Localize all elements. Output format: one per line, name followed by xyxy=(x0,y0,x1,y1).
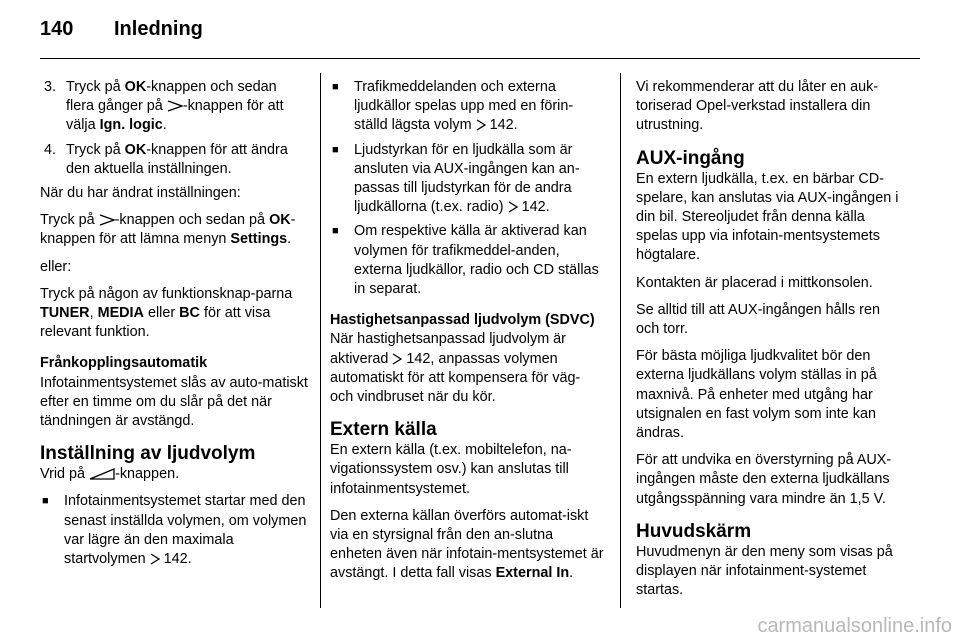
text: -knappen. xyxy=(115,466,180,483)
page-reference-icon xyxy=(392,353,402,365)
step-text: Tryck på xyxy=(66,79,125,95)
column-2 xyxy=(330,78,606,592)
paragraph: När du har ändrat inställningen: xyxy=(40,185,241,202)
paragraph xyxy=(40,465,308,484)
text: 142, anpassas volymen automatiskt för att kompensera för väg- och vindbruset när du kör. xyxy=(330,350,581,406)
column-divider-1 xyxy=(320,73,321,608)
page-reference-icon xyxy=(508,201,518,213)
bullet-text: Infotainmentsystemet startar med den senast inställda volymen, om volymen var lägre än den maximala startvolymen xyxy=(64,493,307,568)
paragraph: Se alltid till att AUX-ingången hålls ren och torr. xyxy=(636,301,880,338)
page-reference: 142. xyxy=(163,551,192,568)
text: -knappen för att lämna menyn xyxy=(40,212,296,248)
page-reference: 142. xyxy=(489,117,518,134)
paragraph: Kontakten är placerad i mittkonsolen. xyxy=(636,274,873,291)
volume-wedge-icon xyxy=(89,468,115,480)
watermark: carmanualsonline.info xyxy=(757,614,952,637)
text: för att visa relevant funktion. xyxy=(40,305,271,341)
text: Tryck på någon av funktionsknap-parna xyxy=(40,285,293,302)
page-number: 140 xyxy=(40,18,74,40)
forward-triangle-icon xyxy=(167,100,183,112)
paragraph: eller: xyxy=(40,258,72,275)
menu-option-label: Ign. logic xyxy=(99,117,163,134)
paragraph: Infotainmentsystemet slås av auto-matiskt efter en timme om du slår på det när tändningen är avstängd. xyxy=(40,374,308,430)
paragraph: För bästa möjliga ljudkvalitet bör den externa ljudkällans volym ställas in på maxnivå. På enheter med utgång har utsignalen en fast volym som inte kan ändras. xyxy=(636,348,877,442)
step-number: 3. xyxy=(44,79,57,95)
paragraph: Vi rekommenderar att du låter en auk-toriserad Opel-verkstad installera din utrustning. xyxy=(636,79,879,134)
subheading: Frånkopplingsautomatik xyxy=(40,355,208,372)
paragraph xyxy=(330,507,606,584)
text: Tryck på xyxy=(40,212,99,229)
step-4 xyxy=(40,141,308,179)
page-reference: 142. xyxy=(521,199,550,216)
ok-key-label: OK xyxy=(124,79,147,95)
text: -knappen och sedan på xyxy=(114,212,270,229)
page-reference-icon xyxy=(476,119,486,131)
text: Den externa källan överförs automat-iskt via en styrsignal från den an-slutna enheten även när infotain-mentsystemet är avstängt. I detta fall visas xyxy=(330,507,604,582)
step-text: -knappen och sedan flera gånger på xyxy=(66,79,277,115)
subheading: Hastighetsanpassad ljudvolym (SDVC) xyxy=(330,312,595,329)
text: eller xyxy=(143,305,180,322)
step-text: . xyxy=(162,117,167,134)
bullet-item xyxy=(330,222,606,299)
text: . xyxy=(569,565,574,582)
menu-label: Settings xyxy=(230,231,288,248)
heading: Inställning av ljudvolym xyxy=(40,443,256,465)
paragraph: En extern ljudkälla, t.ex. en bärbar CD-spelare, kan anslutas via AUX-ingången i din bil. Stereoljudet från denna källa spelas upp via infotain-mentsystemets högtalare. xyxy=(636,170,899,264)
paragraph xyxy=(40,211,308,249)
bullet-text: Ljudstyrkan för en ljudkälla som är ansluten via AUX-ingången kan an-passas till ljudstyrkan för de andra ljudkällorna (t.ex. radio) xyxy=(354,141,580,216)
column-divider-2 xyxy=(620,73,621,608)
paragraph: För att undvika en överstyrning på AUX-ingången måste den externa ljudkällans utgångsspänning vara mindre än 1,5 V. xyxy=(636,452,892,507)
bullet-marker: ■ xyxy=(42,495,49,508)
bullet-marker: ■ xyxy=(332,225,339,238)
bullet-text: Om respektive källa är aktiverad kan volymen för trafikmeddel-anden, externa ljudkällor, radio och CD ställas in separat. xyxy=(354,223,599,298)
tuner-key-label: TUNER xyxy=(40,305,90,322)
header-divider xyxy=(40,58,920,59)
bullet-text: Trafikmeddelanden och externa ljudkällor spelas upp med en förin-ställd lägsta volym xyxy=(354,79,574,134)
heading: Extern källa xyxy=(330,419,437,441)
step-text: Tryck på xyxy=(66,141,125,158)
heading: AUX-ingång xyxy=(636,147,745,169)
bullet-marker: ■ xyxy=(332,81,339,93)
step-text: -knappen för att ändra den aktuella inställningen. xyxy=(66,141,288,177)
section-title: Inledning xyxy=(114,18,203,40)
paragraph xyxy=(40,285,308,343)
media-key-label: MEDIA xyxy=(97,305,144,322)
text: När hastighetsanpassad ljudvolym är aktiverad xyxy=(330,331,566,367)
page-reference-icon xyxy=(150,553,160,565)
text: Vrid på xyxy=(40,466,90,483)
column-1 xyxy=(40,78,308,574)
text: . xyxy=(287,231,292,248)
display-label: External In xyxy=(495,565,570,582)
bullet-item xyxy=(330,141,606,218)
paragraph: Huvudmenyn är den meny som visas på displayen när infotainment-systemet startas. xyxy=(636,543,893,599)
step-number: 4. xyxy=(44,141,57,158)
column-3 xyxy=(636,78,904,608)
paragraph xyxy=(330,330,606,407)
ok-key-label: OK xyxy=(269,212,291,229)
bullet-marker: ■ xyxy=(332,143,339,156)
bc-key-label: BC xyxy=(179,305,200,322)
text: , xyxy=(89,305,98,322)
bullet-item xyxy=(330,78,606,136)
step-text: -knappen för att välja xyxy=(66,98,284,134)
bullet-item xyxy=(40,492,308,569)
forward-triangle-icon xyxy=(99,214,115,226)
paragraph: En extern källa (t.ex. mobiltelefon, na-vigationssystem osv.) kan anslutas till infotainmentsystemet. xyxy=(330,442,572,497)
step-3 xyxy=(40,78,308,136)
ok-key-label: OK xyxy=(124,141,147,158)
heading: Huvudskärm xyxy=(636,520,752,542)
